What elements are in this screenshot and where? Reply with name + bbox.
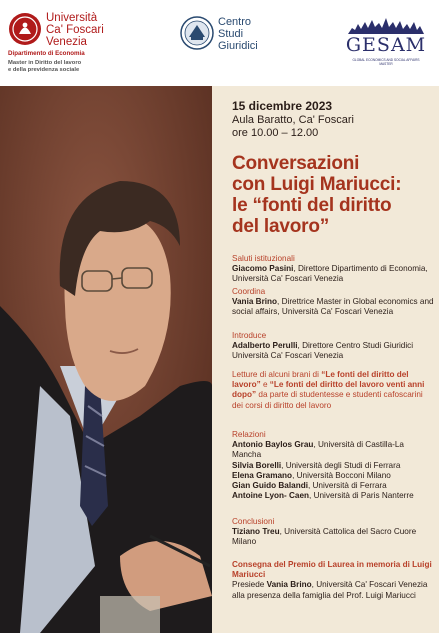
unive-seal-icon [8,12,42,46]
portrait-photo [0,86,212,633]
centro-studi-seal-icon [180,16,214,50]
event-date: 15 dicembre 2023 [232,99,333,113]
relatore-role: , Università di Castilla-La Mancha [232,440,404,460]
label-coordina: Coordina [232,287,266,296]
section-letture [232,370,434,411]
relatore-item [232,461,434,471]
coordina-role: , Direttrice Master in Global economics and social affairs, Università Ca' Foscari Venezia [232,297,434,317]
conclusioni-role: , Università Cattolica del Sacro Cuore Milano [232,527,417,547]
letture-book-2: “Le fonti del diritto del lavoro venti anni dopo” [232,380,425,400]
section-saluti [232,254,434,285]
section-conclusioni [232,517,434,548]
section-premio [232,560,434,601]
letture-pre: Letture di alcuni brani di [232,370,322,379]
unive-master: Master in Diritto del lavoro e della previdenza sociale [8,60,82,73]
unive-department: Dipartimento di Economia [8,50,85,57]
gesam-skyline-icon [348,16,424,34]
relatore-name: Silvia Borelli [232,460,282,470]
label-premio: Consegna del Premio di Laurea in memoria di Luigi Mariucci [232,560,432,580]
unive-logo [8,12,120,78]
gesam-wordmark: GESAM [345,34,427,56]
introduce-name: Adalberto Perulli [232,341,298,351]
centro-studi-name: Centro Studi Giuridici [218,16,258,52]
saluti-name: Giacomo Pasini [232,264,294,274]
premio-role: , Università Ca' Foscari Venezia alla presenza della famiglia del Prof. Luigi Mariucci [232,580,428,600]
header [0,0,439,86]
relatore-role: , Università Bocconi Milano [292,470,391,480]
relatore-item [232,440,434,460]
gesam-logo [340,14,432,64]
letture-mid: e [260,380,270,390]
letture-post: da parte di studentesse e studenti cafoscarini dei corsi di diritto del lavoro [232,390,423,410]
saluti-role: , Direttore Dipartimento di Economia, Università Ca' Foscari Venezia [232,264,428,284]
gesam-tagline: GLOBAL ECONOMICS AND SOCIAL AFFAIRS [352,58,420,62]
portrait-illustration [0,86,212,633]
premio-name: Vania Brino [266,580,312,590]
relatore-name: Antonio Baylos Grau [232,440,314,450]
letture-book-1: “Le fonti del diritto del lavoro” [232,370,409,390]
relatore-role: , Università degli Studi di Ferrara [281,460,401,470]
section-coordina [232,287,434,318]
label-saluti: Saluti istituzionali [232,254,295,263]
relatore-role: , Università di Ferrara [307,481,387,491]
gesam-tagline-2: MASTER [379,62,393,66]
relatore-name: Gian Guido Balandi [232,481,308,491]
section-relazioni [232,430,434,501]
relatore-name: Antoine Lyon- Caen [232,491,310,501]
relatore-name: Elena Gramano [232,470,293,480]
event-title: Conversazioni con Luigi Mariucci: le “fonti del diritto del lavoro” [232,153,402,237]
label-relazioni: Relazioni [232,430,266,439]
relatore-item [232,491,434,501]
relatore-item [232,481,434,491]
coordina-name: Vania Brino [232,297,278,307]
premio-pre: Presiede [232,580,267,590]
introduce-role: , Direttore Centro Studi Giuridici Università Ca' Foscari Venezia [232,341,414,361]
section-introduce [232,331,434,362]
relatore-item [232,471,434,481]
event-time: ore 10.00 – 12.00 [232,127,319,139]
centro-studi-logo [180,16,280,56]
relatore-role: , Università di Paris Nanterre [309,491,414,501]
label-conclusioni: Conclusioni [232,517,275,526]
conclusioni-name: Tiziano Treu [232,527,280,537]
label-introduce: Introduce [232,331,267,340]
unive-name: Università Ca' Foscari Venezia [46,12,104,48]
event-location: Aula Baratto, Ca' Foscari [232,114,354,126]
